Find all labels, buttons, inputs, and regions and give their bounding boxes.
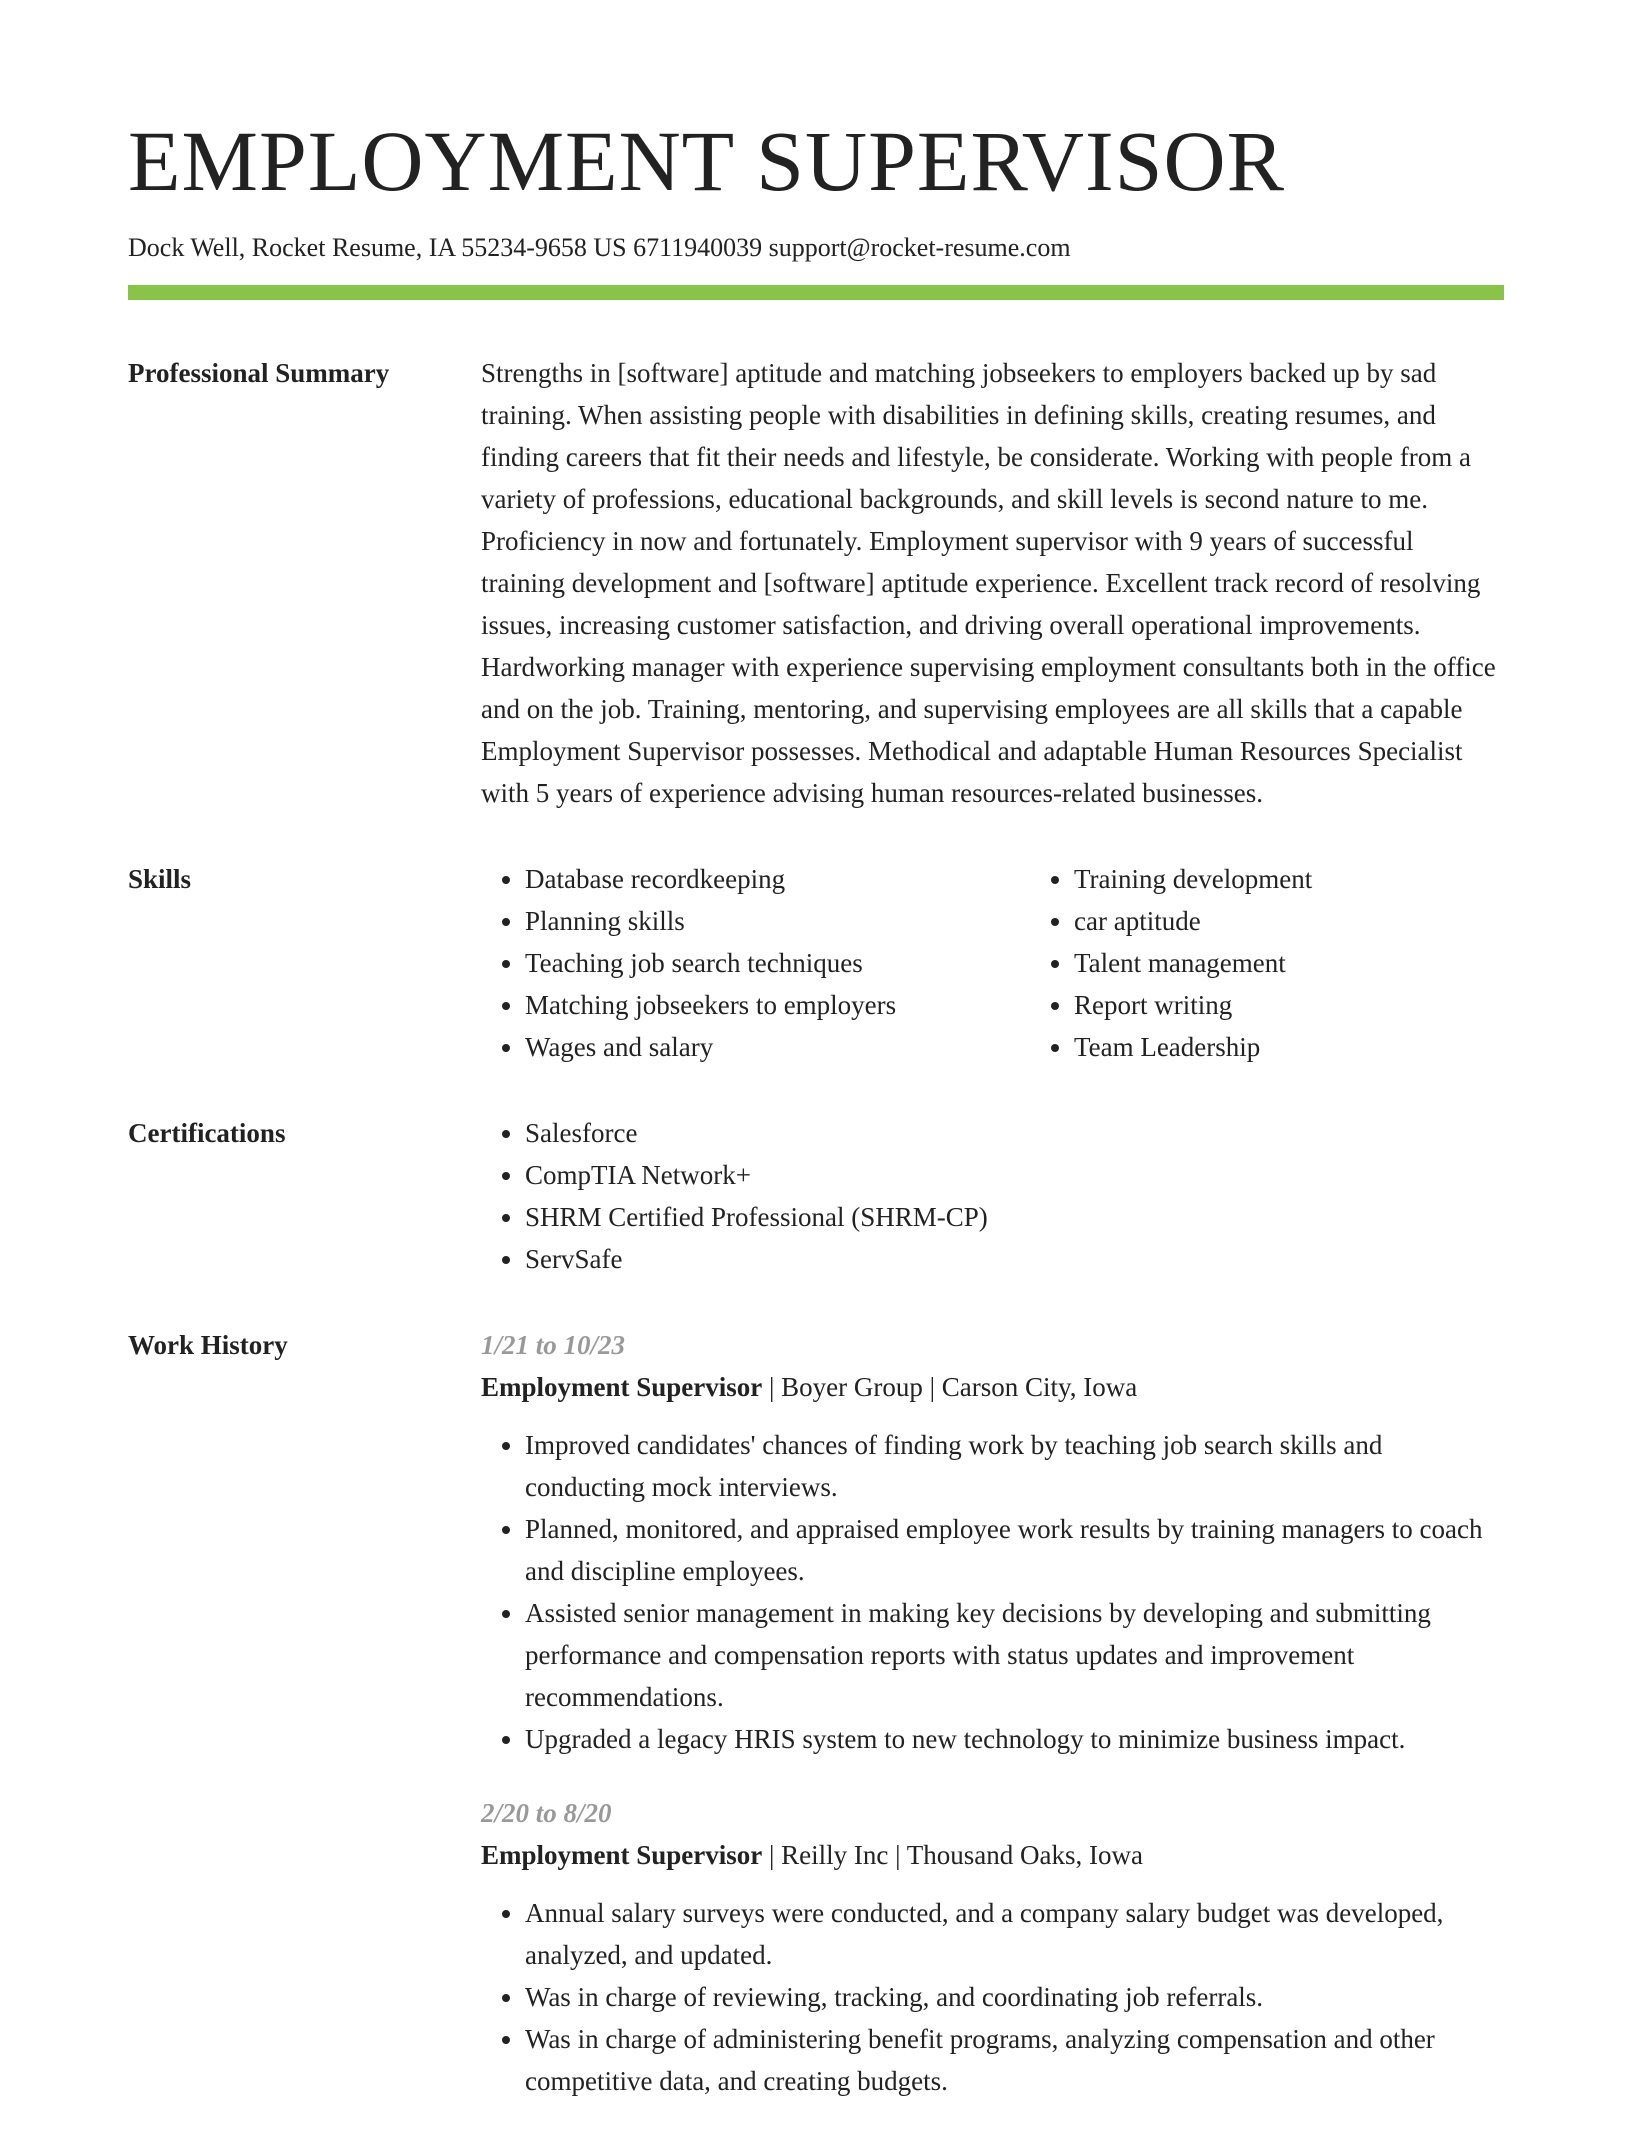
job-bullet: • Improved candidates' chances of finding work by teaching job search skills and conducting mock interviews. (525, 1424, 1504, 1508)
skills-label: Skills (128, 864, 192, 895)
skill-item: • Wages and salary (525, 1026, 1030, 1068)
job-bullet: • Assisted senior management in making key decisions by developing and submitting performance and compensation reports with status updates and improvement recommendations. (525, 1592, 1504, 1718)
certification-item: • ServSafe (525, 1238, 1504, 1280)
skill-item: • Talent management (1074, 942, 1312, 984)
job-bullet: • Upgraded a legacy HRIS system to new technology to minimize business impact. (525, 1718, 1504, 1760)
certifications-section (128, 1112, 1504, 1280)
summary-label: Professional Summary (128, 358, 390, 389)
job-title-line (481, 1366, 1504, 1408)
certification-item: • SHRM Certified Professional (SHRM-CP) (525, 1196, 1504, 1238)
job-title: Employment Supervisor (481, 1840, 763, 1871)
skill-item: • Training development (1074, 858, 1312, 900)
skill-item: • Matching jobseekers to employers (525, 984, 1030, 1026)
skill-item: • Planning skills (525, 900, 1030, 942)
skills-list-left (481, 858, 1030, 1068)
job-dates: 2/20 to 8/20 (481, 1798, 612, 1829)
job-bullet: • Was in charge of reviewing, tracking, and coordinating job referrals. (525, 1976, 1504, 2018)
job-bullet: • Planned, monitored, and appraised employee work results by training managers to coach and discipline employees. (525, 1508, 1504, 1592)
summary-section (128, 352, 1504, 814)
skill-item: • Team Leadership (1074, 1026, 1312, 1068)
certification-item: • Salesforce (525, 1112, 1504, 1154)
job-dates: 1/21 to 10/23 (481, 1330, 626, 1361)
skill-item: • Database recordkeeping (525, 858, 1030, 900)
contact-line: Dock Well, Rocket Resume, IA 55234-9658 US 6711940039 support@rocket-resume.com (128, 233, 1071, 262)
resume-name-heading: EMPLOYMENT SUPERVISOR (128, 113, 1285, 209)
job-title-line (481, 1834, 1504, 1876)
certification-item: • CompTIA Network+ (525, 1154, 1504, 1196)
skill-item: • car aptitude (1074, 900, 1312, 942)
certifications-label: Certifications (128, 1118, 286, 1149)
job-bullet: • Annual salary surveys were conducted, and a company salary budget was developed, analyzed, and updated. (525, 1892, 1504, 1976)
skill-item: • Teaching job search techniques (525, 942, 1030, 984)
job-bullets (481, 1892, 1504, 2102)
work-history-label: Work History (128, 1330, 288, 1361)
certifications-list (481, 1112, 1504, 1280)
job-company-location: | Reilly Inc | Thousand Oaks, Iowa (762, 1840, 1144, 1871)
job-company-location: | Boyer Group | Carson City, Iowa (762, 1372, 1138, 1403)
summary-text: Strengths in [software] aptitude and matching jobseekers to employers backed up by sad training. When assisting people with disabilities in defining skills, creating resumes, and finding careers that fit their needs and lifestyle, be considerate. Working with people from a variety of professions, educational backgrounds, and skill levels is second nature to me. Proficiency in now and fortunately. Employment supervisor with 9 years of successful training development and [software] aptitude experience. Excellent track record of resolving issues, increasing customer satisfaction, and driving overall operational improvements. Hardworking manager with experience supervising employment consultants both in the office and on the job. Training, mentoring, and supervising employees are all skills that a capable Employment Supervisor possesses. Methodical and adaptable Human Resources Specialist with 5 years of experience advising human resources-related businesses. (481, 358, 1496, 809)
job-bullets (481, 1424, 1504, 1760)
job-title: Employment Supervisor (481, 1372, 763, 1403)
skill-item: • Report writing (1074, 984, 1312, 1026)
job-entry (481, 1324, 1504, 1760)
job-entry (481, 1792, 1504, 2102)
work-history-section (128, 1324, 1504, 2134)
skills-list-right (1030, 858, 1312, 1068)
accent-divider (128, 285, 1504, 300)
skills-section (128, 858, 1504, 1068)
job-bullet: • Was in charge of administering benefit programs, analyzing compensation and other competitive data, and creating budgets. (525, 2018, 1504, 2102)
